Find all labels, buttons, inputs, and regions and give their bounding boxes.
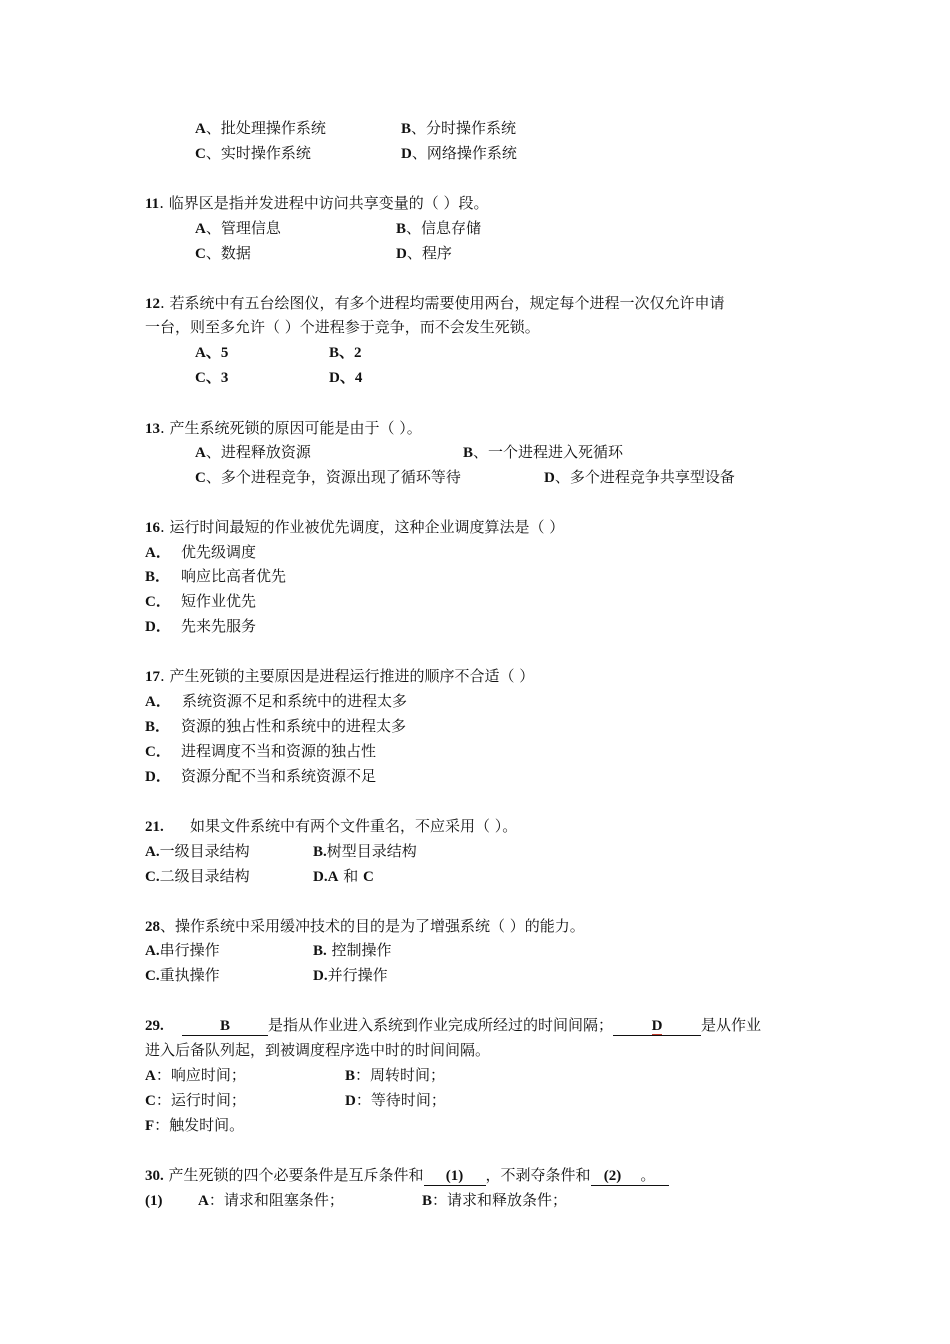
q28-option-a: A.串行操作 (145, 941, 220, 959)
q11-option-b: B、信息存储 (396, 219, 482, 237)
q21-option-b: B.树型目录结构 (313, 842, 417, 860)
q10-option-d: D、网络操作系统 (401, 144, 517, 162)
q30-blank-1: (1) (424, 1167, 486, 1186)
q21-option-d: D.A 和 C (313, 867, 374, 885)
q29-stem-line1: 29. B 是指从作业进入系统到作业完成所经过的时间间隔； D 是从作业 (145, 1016, 762, 1034)
q16-option-c: C． 短作业优先 (145, 592, 257, 610)
q28-option-b: B. 控制操作 (313, 941, 392, 959)
q13-option-d: D、多个进程竞争共享型设备 (544, 468, 735, 486)
q21-option-c: C.二级目录结构 (145, 867, 250, 885)
q10-option-b: B、分时操作系统 (401, 119, 517, 137)
q13-option-b: B、一个进程进入死循环 (463, 443, 624, 461)
q17-option-b: B． 资源的独占性和系统中的进程太多 (145, 717, 407, 735)
q17-option-c: C． 进程调度不当和资源的独占性 (145, 742, 377, 760)
q29-stem-line2: 进入后备队列起，到被调度程序选中时的时间间隔。 (145, 1041, 491, 1059)
q11-option-d: D、程序 (396, 244, 452, 262)
q11-stem: 11. 临界区是指并发进程中访问共享变量的（ ）段。 (145, 194, 489, 212)
q12-stem-line1: 12. 若系统中有五台绘图仪，有多个进程均需要使用两台，规定每个进程一次仅允许申请 (145, 294, 725, 312)
q21-option-a: A.一级目录结构 (145, 842, 250, 860)
q29-option-f: F：触发时间。 (145, 1116, 245, 1134)
q12-option-d: D、4 (329, 370, 363, 386)
q12-option-c: C、3 (195, 370, 229, 386)
q16-option-d: D． 先来先服务 (145, 617, 257, 635)
q29-option-b: B：周转时间； (345, 1066, 446, 1084)
q17-stem: 17. 产生死锁的主要原因是进程运行推进的顺序不合适（ ） (145, 667, 535, 685)
q12-option-a: A、5 (195, 345, 229, 361)
q13-option-c: C、多个进程竞争，资源出现了循环等待 (195, 468, 461, 486)
q30-stem: 30. 产生死锁的四个必要条件是互斥条件和 (1) ，不剥夺条件和 (2) 。 (145, 1165, 669, 1186)
q13-option-a: A、进程释放资源 (195, 443, 311, 461)
q16-stem: 16. 运行时间最短的作业被优先调度，这种企业调度算法是（ ） (145, 518, 565, 536)
q10-option-c: C、实时操作系统 (195, 144, 311, 162)
q12-stem-line2: 一台，则至多允许（ ）个进程参于竞争，而不会发生死锁。 (145, 318, 540, 336)
q30-sub-1-label: (1) (145, 1193, 163, 1209)
q28-option-c: C.重执操作 (145, 966, 220, 984)
q17-option-a: A． 系统资源不足和系统中的进程太多 (145, 692, 408, 710)
q29-option-c: C：运行时间； (145, 1091, 246, 1109)
q29-option-d: D：等待时间； (345, 1091, 446, 1109)
q28-stem: 28、操作系统中采用缓冲技术的目的是为了增强系统（ ）的能力。 (145, 917, 585, 935)
q16-option-a: A． 优先级调度 (145, 543, 257, 561)
q30-option-a: A：请求和阻塞条件； (198, 1191, 344, 1209)
q29-option-a: A：响应时间； (145, 1066, 246, 1084)
q29-answer-blank-2: D (613, 1017, 701, 1036)
q13-stem: 13. 产生系统死锁的原因可能是由于（ ）。 (145, 419, 422, 437)
q16-option-b: B． 响应比高者优先 (145, 567, 287, 585)
q30-blank-2: (2) 。 (591, 1166, 669, 1186)
q21-stem: 21. 如果文件系统中有两个文件重名，不应采用（ ）。 (145, 817, 518, 835)
q30-option-b: B：请求和释放条件； (422, 1191, 568, 1209)
q17-option-d: D． 资源分配不当和系统资源不足 (145, 767, 377, 785)
q11-option-a: A、管理信息 (195, 219, 281, 237)
q11-option-c: C、数据 (195, 244, 251, 262)
q28-option-d: D.并行操作 (313, 966, 388, 984)
q12-option-b: B、2 (329, 345, 362, 361)
q10-option-a: A、批处理操作系统 (195, 119, 326, 137)
q29-answer-blank-1: B (182, 1017, 268, 1036)
